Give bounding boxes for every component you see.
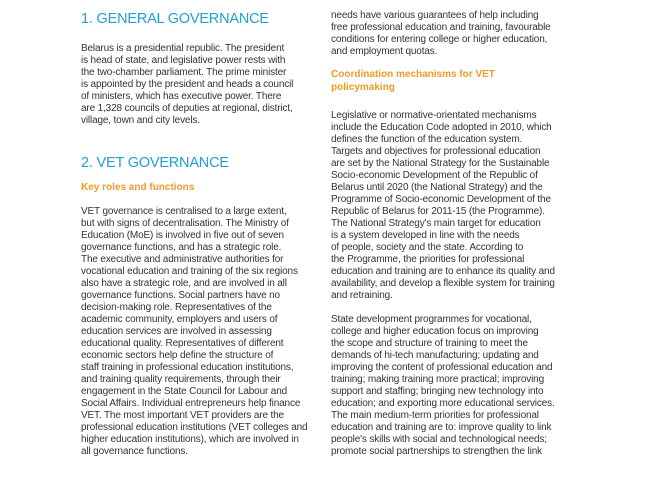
continued-paragraph: needs have various guarantees of help including free professional education and training, favourable conditions for entering college or higher education, and employment quotas. [331,10,551,57]
subheading-coordination-mechanisms: Coordination mechanisms for VET policymaking [331,69,495,93]
coordination-paragraph-2: State development programmes for vocational, college and higher education focus on improving the scope and structure of training to meet the demands of hi-tech manufacturing; updating and improving the content of professional education and training; making training more practical; improving support and staffing; bringing new technology into education; and exporting more educational services. The main medium-term priorities for professional education and training are to: improve quality to link people's skills with social and technological needs; promote social partnerships to strengthen the link [331,314,555,457]
right-column [331,0,585,458]
section-heading-general-governance: 1. GENERAL GOVERNANCE [81,11,269,27]
subheading-key-roles: Key roles and functions [81,182,195,193]
key-roles-paragraph: VET governance is centralised to a large extent, but with signs of decentralisation. The Ministry of Education (MoE) is involved in five out of seven governance functions, and has a strategic role. The executive and administrative authorities for vocational education and training of the six regions also have a strategic role, and are involved in all governance functions. Social partners have no decision-making role. Representatives of the academic community, employers and users of education services are involved in assessing educational quality. Representatives of different economic sectors help define the structure of staff training in professional education institutions, and training quality requirements, through their engagement in the State Council for Labour and Social Affairs. Individual entrepreneurs help finance VET. The most important VET providers are the professional education institutions (VET colleges and higher education institutions), which are involved in all governance functions. [81,206,308,457]
general-governance-paragraph: Belarus is a presidential republic. The president is head of state, and legislative power rests with the two-chamber parliament. The prime minister is appointed by the president and heads a council of ministers, which has executive power. There are 1,328 councils of deputies at regional, district, village, town and city levels. [81,43,294,126]
section-heading-vet-governance: 2. VET GOVERNANCE [81,155,229,171]
left-column [81,0,335,458]
coordination-paragraph-1: Legislative or normative-orientated mechanisms include the Education Code adopted in 2010, which defines the function of the education system. Targets and objectives for professional education are set by the National Strategy for the Sustainable Socio-economic Development of the Republic of Belarus until 2020 (the National Strategy) and the Programme of Socio-economic Development of the Republic of Belarus for 2011-15 (the Programme). The National Strategy's main target for education is a system developed in line with the needs of people, society and the state. According to the Programme, the priorities for professional education and training are to enhance its quality and availability, and develop a flexible system for training and retraining. [331,110,555,301]
